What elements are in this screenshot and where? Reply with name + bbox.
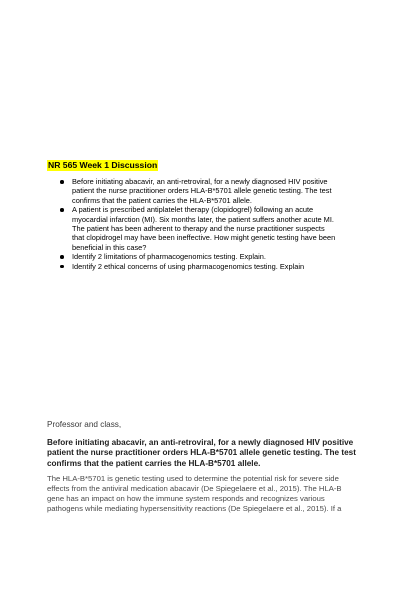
question-line: confirms that the patient carries the HLA-B*5701 allele.: [47, 458, 261, 468]
bullet-line: Identify 2 ethical concerns of using pharmacogenomics testing. Explain: [72, 261, 305, 271]
bullet-item: [60, 262, 360, 271]
discussion-prompts-list: [60, 177, 360, 271]
bullet-line: patient the nurse practitioner orders HLA-B*5701 allele genetic testing. The test: [72, 186, 332, 196]
bullet-line: that clopidrogel may have been ineffective. How might genetic testing have been: [72, 233, 336, 243]
bullet-line: A patient is prescribed antiplatelet therapy (clopidogrel) following an acute: [72, 205, 314, 215]
greeting-text: Professor and class,: [47, 420, 122, 429]
question-heading: [47, 438, 362, 469]
document-title: NR 565 Week 1 Discussion: [48, 160, 158, 170]
answer-paragraph: [47, 474, 362, 514]
question-line: Before initiating abacavir, an anti-retroviral, for a newly diagnosed HIV positive: [47, 438, 354, 447]
bullet-dot-icon: [60, 265, 64, 269]
bullet-item: [60, 252, 360, 261]
bullet-line: myocardial infarction (MI). Six months later, the patient suffers another acute MI.: [72, 214, 334, 224]
bullet-item: [60, 177, 360, 205]
answer-line: pathogens while mediating hypersensitivity reactions (De Spiegelaere et al., 2015). If a: [47, 503, 342, 513]
bullet-item: [60, 205, 360, 252]
bullet-line: The patient has been adherent to therapy and the nurse practitioner suspects: [72, 224, 325, 234]
bullet-dot-icon: [60, 255, 64, 259]
answer-line: gene has an impact on how the immune system responds and recognizes various: [47, 493, 325, 503]
bullet-line: Identify 2 limitations of pharmacogenomics testing. Explain.: [72, 252, 266, 262]
bullet-line: Before initiating abacavir, an anti-retroviral, for a newly diagnosed HIV positive: [72, 177, 328, 186]
bullet-line: confirms that the patient carries the HLA-B*5701 allele.: [72, 195, 252, 205]
question-line: patient the nurse practitioner orders HLA-B*5701 allele genetic testing. The test: [47, 448, 356, 458]
answer-line: The HLA-B*5701 is genetic testing used to determine the potential risk for severe side: [47, 474, 339, 483]
bullet-dot-icon: [60, 180, 64, 184]
answer-line: effects from the antiviral medication abacavir (De Spiegelaere et al., 2015). The HLA-B: [47, 483, 342, 493]
bullet-dot-icon: [60, 208, 64, 212]
bullet-line: beneficial in this case?: [72, 242, 147, 252]
